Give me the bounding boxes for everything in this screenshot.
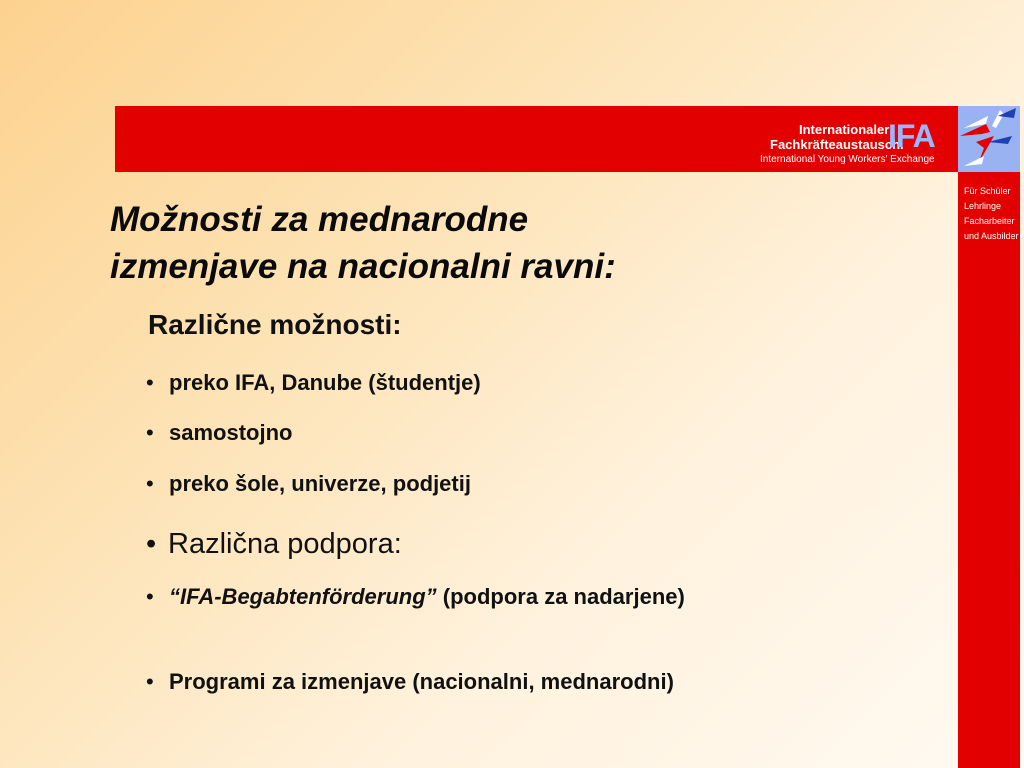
list-item-text: Programi za izmenjave (nacionalni, mednarodni) xyxy=(169,669,674,694)
bullet-icon: • xyxy=(146,471,154,496)
org-name-english: International Young Workers' Exchange xyxy=(760,154,935,165)
ifa-wordmark xyxy=(760,118,950,168)
tagline-line: Lehrlinge xyxy=(964,201,1002,211)
bullet-icon: • xyxy=(146,669,154,694)
slide-title-line1: Možnosti za mednarodne xyxy=(110,200,529,239)
list-item-text: preko šole, univerze, podjetij xyxy=(169,471,471,496)
tagline-line: Facharbeiter xyxy=(964,216,1015,226)
program-description: (podpora za nadarjene) xyxy=(436,584,685,609)
bullet-icon: • xyxy=(146,584,154,609)
slide-title xyxy=(110,196,910,290)
bullet-icon: • xyxy=(146,528,157,560)
section-heading-text: Različna podpora: xyxy=(168,528,402,560)
header-band xyxy=(115,106,958,172)
ifa-logo-icon xyxy=(958,106,1020,172)
program-name: “IFA-Begabtenförderung” xyxy=(169,584,437,609)
list-item-text xyxy=(169,580,729,613)
sidebar-bar xyxy=(958,172,1020,768)
ifa-logo-text: IFA xyxy=(888,118,935,154)
org-name-line2: Fachkräfteaustausch. xyxy=(770,137,904,152)
list-item-text: samostojno xyxy=(169,420,293,445)
tagline-line: und Ausbilder xyxy=(964,231,1019,241)
slide-title-line2: izmenjave na nacionalni ravni: xyxy=(110,247,616,286)
bullet-icon: • xyxy=(146,420,154,445)
tagline-line: Für Schüler xyxy=(964,186,1011,196)
sidebar-tagline xyxy=(964,184,1019,244)
bullet-icon: • xyxy=(146,370,154,395)
org-name-line1: Internationaler xyxy=(799,122,890,137)
section-heading: Različne možnosti: xyxy=(148,309,402,340)
list-item-text: preko IFA, Danube (študentje) xyxy=(169,370,481,395)
